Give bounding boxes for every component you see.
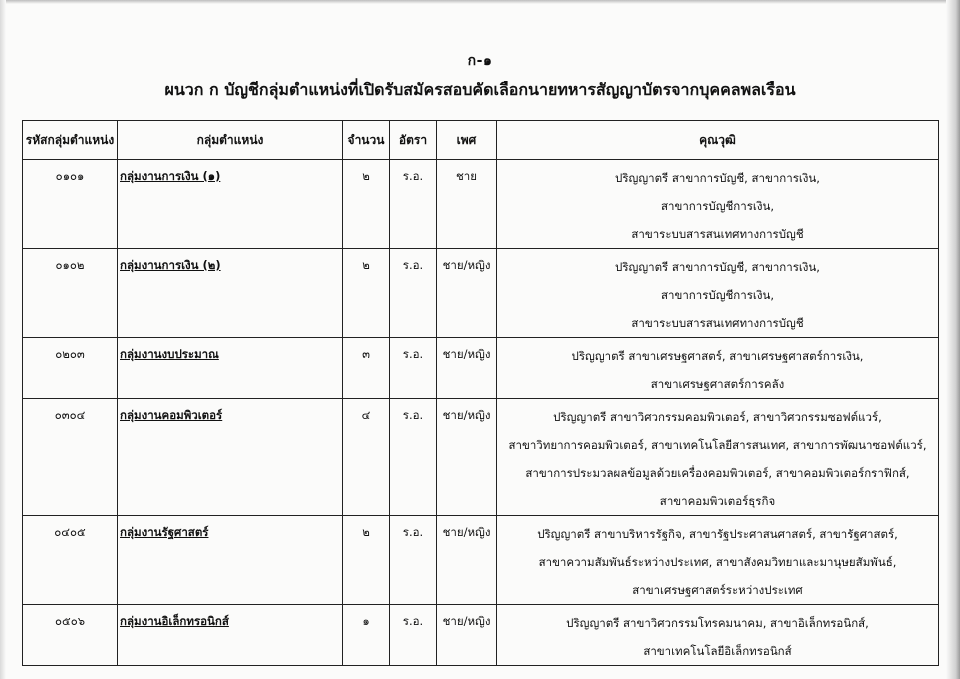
qualification-line: สาขาการประมวลผลข้อมูลด้วยเครื่องคอมพิวเตอร์, สาขาคอมพิวเตอร์กราฟิกส์, bbox=[525, 466, 910, 480]
qualification-line: สาขาการบัญชีการเงิน, bbox=[661, 199, 774, 213]
document-title: ผนวก ก บัญชีกลุ่มตำแหน่งที่เปิดรับสมัครสอบคัดเลือกนายทหารสัญญาบัตรจากบุคคลพลเรือน bbox=[164, 80, 796, 99]
cell-code: ๐๕๐๖ bbox=[23, 605, 118, 666]
group-name: กลุ่มงานรัฐศาสตร์ bbox=[120, 525, 209, 539]
cell-count: ๒ bbox=[343, 249, 390, 338]
header-rate: อัตรา bbox=[390, 121, 437, 160]
cell-rate: ร.อ. bbox=[390, 249, 437, 338]
cell-count: ๔ bbox=[343, 399, 390, 516]
cell-gender: ชาย/หญิง bbox=[437, 249, 497, 338]
qualification-line: สาขาวิทยาการคอมพิวเตอร์, สาขาเทคโนโลยีสารสนเทศ, สาขาการพัฒนาซอฟต์แวร์, bbox=[508, 438, 927, 452]
cell-rate: ร.อ. bbox=[390, 516, 437, 605]
cell-code: ๐๓๐๔ bbox=[23, 399, 118, 516]
group-name: กลุ่มงานคอมพิวเตอร์ bbox=[120, 408, 223, 422]
qualification-line: สาขาระบบสารสนเทศทางการบัญชี bbox=[631, 227, 804, 241]
cell-code: ๐๔๐๕ bbox=[23, 516, 118, 605]
cell-gender: ชาย/หญิง bbox=[437, 605, 497, 666]
cell-count: ๒ bbox=[343, 160, 390, 249]
qualification-line: สาขาคอมพิวเตอร์ธุรกิจ bbox=[659, 494, 776, 508]
table-row bbox=[23, 160, 939, 249]
cell-group bbox=[118, 160, 343, 249]
cell-group bbox=[118, 516, 343, 605]
cell-count: ๓ bbox=[343, 338, 390, 399]
group-name: กลุ่มงานงบประมาณ bbox=[120, 347, 219, 361]
cell-qualification bbox=[497, 516, 939, 605]
header-count: จำนวน bbox=[343, 121, 390, 160]
group-name: กลุ่มงานการเงิน (๑) bbox=[120, 169, 221, 183]
page-edge-top bbox=[0, 0, 960, 4]
cell-group bbox=[118, 249, 343, 338]
header-code: รหัสกลุ่มตำแหน่ง bbox=[23, 121, 118, 160]
table-row bbox=[23, 338, 939, 399]
cell-qualification bbox=[497, 399, 939, 516]
qualification-line: ปริญญาตรี สาขาเศรษฐศาสตร์, สาขาเศรษฐศาสตร์การเงิน, bbox=[571, 349, 864, 363]
cell-rate: ร.อ. bbox=[390, 338, 437, 399]
cell-gender: ชาย/หญิง bbox=[437, 516, 497, 605]
qualification-line: ปริญญาตรี สาขาการบัญชี, สาขาการเงิน, bbox=[615, 260, 820, 274]
cell-rate: ร.อ. bbox=[390, 160, 437, 249]
page-number: ก-๑ bbox=[467, 53, 493, 69]
cell-rate: ร.อ. bbox=[390, 605, 437, 666]
cell-count: ๑ bbox=[343, 605, 390, 666]
table-row bbox=[23, 249, 939, 338]
cell-group bbox=[118, 605, 343, 666]
cell-qualification bbox=[497, 249, 939, 338]
group-name: กลุ่มงานอิเล็กทรอนิกส์ bbox=[120, 614, 229, 628]
qualification-line: สาขาระบบสารสนเทศทางการบัญชี bbox=[631, 316, 804, 330]
header-gender: เพศ bbox=[437, 121, 497, 160]
cell-gender: ชาย/หญิง bbox=[437, 399, 497, 516]
cell-qualification bbox=[497, 605, 939, 666]
cell-code: ๐๒๐๓ bbox=[23, 338, 118, 399]
qualification-line: สาขาเทคโนโลยีอิเล็กทรอนิกส์ bbox=[643, 644, 792, 658]
cell-gender: ชาย/หญิง bbox=[437, 338, 497, 399]
header-qualification: คุณวุฒิ bbox=[497, 121, 939, 160]
cell-rate: ร.อ. bbox=[390, 399, 437, 516]
qualification-line: สาขาเศรษฐศาสตร์การคลัง bbox=[650, 377, 785, 391]
table-row bbox=[23, 605, 939, 666]
header-group: กลุ่มตำแหน่ง bbox=[118, 121, 343, 160]
table-row bbox=[23, 399, 939, 516]
qualification-line: ปริญญาตรี สาขาวิศวกรรมคอมพิวเตอร์, สาขาวิศวกรรมซอฟต์แวร์, bbox=[553, 410, 882, 424]
cell-qualification bbox=[497, 338, 939, 399]
cell-group bbox=[118, 338, 343, 399]
cell-gender: ชาย bbox=[437, 160, 497, 249]
table-row bbox=[23, 516, 939, 605]
group-name: กลุ่มงานการเงิน (๒) bbox=[120, 258, 221, 272]
qualification-line: ปริญญาตรี สาขาการบัญชี, สาขาการเงิน, bbox=[615, 171, 820, 185]
qualification-line: สาขาการบัญชีการเงิน, bbox=[661, 288, 774, 302]
qualification-line: สาขาความสัมพันธ์ระหว่างประเทศ, สาขาสังคมวิทยาและมานุษยสัมพันธ์, bbox=[538, 555, 897, 569]
cell-count: ๒ bbox=[343, 516, 390, 605]
table-header-row bbox=[23, 121, 939, 160]
qualification-line: ปริญญาตรี สาขาวิศวกรรมโทรคมนาคม, สาขาอิเล็กทรอนิกส์, bbox=[566, 616, 869, 630]
qualification-line: สาขาเศรษฐศาสตร์ระหว่างประเทศ bbox=[632, 583, 803, 597]
qualification-line: ปริญญาตรี สาขาบริหารรัฐกิจ, สาขารัฐประศาสนศาสตร์, สาขารัฐศาสตร์, bbox=[537, 527, 898, 541]
positions-table bbox=[22, 120, 939, 666]
cell-code: ๐๑๐๒ bbox=[23, 249, 118, 338]
cell-qualification bbox=[497, 160, 939, 249]
cell-group bbox=[118, 399, 343, 516]
cell-code: ๐๑๐๑ bbox=[23, 160, 118, 249]
